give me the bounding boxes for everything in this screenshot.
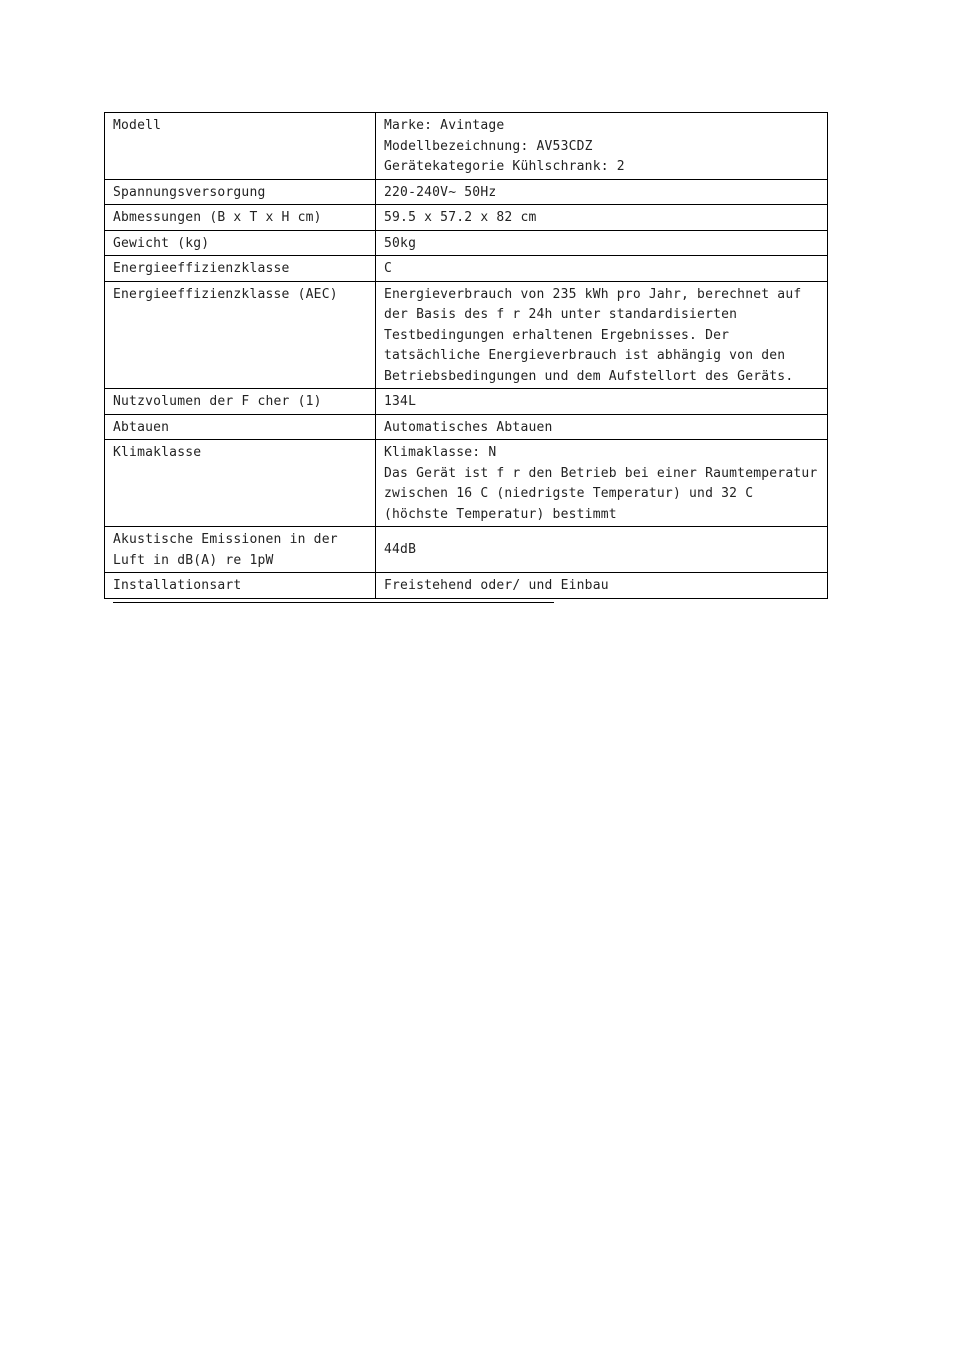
spec-label-cell <box>105 414 376 440</box>
spec-value-cell <box>376 527 828 573</box>
spec-value: Modellbezeichnung: AV53CDZ <box>384 138 593 154</box>
spec-label: Klimaklasse <box>113 445 202 460</box>
spec-value: 50kg <box>384 235 417 251</box>
spec-value-cell <box>376 205 828 231</box>
spec-row <box>105 113 828 180</box>
spec-value-cell <box>376 389 828 415</box>
spec-value: Marke: Avintage <box>384 118 505 133</box>
spec-row <box>105 256 828 282</box>
spec-label: Akustische Emissionen in der <box>113 532 338 547</box>
spec-label-cell <box>105 256 376 282</box>
spec-label-cell <box>105 205 376 231</box>
spec-value-cell <box>376 113 828 180</box>
spec-value-cell <box>376 440 828 527</box>
spec-row <box>105 573 828 599</box>
spec-value: Das Gerät ist f r den Betrieb bei einer Raumtemperatur <box>384 465 818 481</box>
specifications-table-body <box>105 113 828 599</box>
spec-row <box>105 414 828 440</box>
spec-value-cell <box>376 256 828 282</box>
spec-value: Testbedingungen erhaltenen Ergebnisses. Der <box>384 327 730 343</box>
spec-label-cell <box>105 440 376 527</box>
spec-row <box>105 440 828 527</box>
spec-row <box>105 205 828 231</box>
footnote-separator <box>113 602 554 603</box>
spec-label: Modell <box>113 118 162 133</box>
spec-label: Nutzvolumen der F cher (1) <box>113 394 322 409</box>
spec-label: Abmessungen (B x T x H cm) <box>113 210 322 225</box>
spec-value-cell <box>376 230 828 256</box>
spec-value: 134L <box>384 394 417 409</box>
spec-value: 59.5 x 57.2 x 82 cm <box>384 210 537 225</box>
spec-value: tatsächliche Energieverbrauch ist abhängig von den <box>384 348 786 363</box>
spec-label-cell <box>105 230 376 256</box>
spec-label: Abtauen <box>113 419 170 435</box>
spec-value: Freistehend oder/ und Einbau <box>384 578 609 593</box>
spec-label-cell <box>105 573 376 599</box>
spec-label: Gewicht (kg) <box>113 235 210 251</box>
spec-label: Energieeffizienzklasse <box>113 261 290 276</box>
spec-label: Energieeffizienzklasse (AEC) <box>113 286 338 302</box>
spec-value: der Basis des f r 24h unter standardisierten <box>384 307 738 322</box>
spec-value: Betriebsbedingungen und dem Aufstellort des Geräts. <box>384 368 794 384</box>
spec-label: Spannungsversorgung <box>113 184 266 200</box>
specifications-table <box>104 112 828 599</box>
spec-value: Automatisches Abtauen <box>384 419 553 435</box>
spec-value: Gerätekategorie Kühlschrank: 2 <box>384 159 625 174</box>
spec-label-cell <box>105 179 376 205</box>
spec-value: Energieverbrauch von 235 kWh pro Jahr, berechnet auf <box>384 286 802 302</box>
spec-label-cell <box>105 113 376 180</box>
spec-value: 220-240V~ 50Hz <box>384 184 497 200</box>
spec-value: C <box>384 261 393 276</box>
spec-value-cell <box>376 179 828 205</box>
spec-value: 44dB <box>384 542 417 558</box>
spec-value: zwischen 16 C (niedrigste Temperatur) und 32 C <box>384 486 754 501</box>
spec-label: Installationsart <box>113 578 242 593</box>
spec-row <box>105 230 828 256</box>
spec-value-cell <box>376 573 828 599</box>
spec-value-cell <box>376 414 828 440</box>
spec-label-cell <box>105 281 376 389</box>
spec-row <box>105 527 828 573</box>
spec-value: (höchste Temperatur) bestimmt <box>384 506 617 522</box>
spec-label: Luft in dB(A) re 1pW <box>113 552 274 568</box>
spec-label-cell <box>105 527 376 573</box>
spec-value: Klimaklasse: N <box>384 445 497 460</box>
spec-value-cell <box>376 281 828 389</box>
spec-row <box>105 389 828 415</box>
spec-row <box>105 281 828 389</box>
spec-label-cell <box>105 389 376 415</box>
spec-row <box>105 179 828 205</box>
